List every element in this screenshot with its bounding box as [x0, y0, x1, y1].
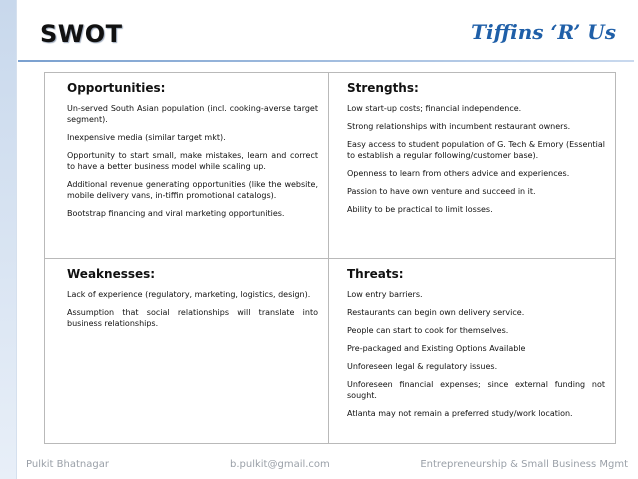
weaknesses-heading: Weaknesses: — [67, 267, 156, 281]
strengths-quadrant — [329, 73, 615, 259]
list-item: Atlanta may not remain a preferred study/work location. — [347, 409, 573, 418]
left-decorative-bar — [0, 0, 17, 479]
list-item: Passion to have own venture and succeed in it. — [347, 187, 536, 196]
list-item: Low entry barriers. — [347, 290, 423, 299]
list-item: Easy access to student population of G. Tech & Emory (Essential to establish a regular following/customer base). — [347, 140, 605, 160]
list-item: Un-served South Asian population (incl. cooking-averse target segment). — [67, 104, 318, 124]
list-item: Unforeseen legal & regulatory issues. — [347, 362, 498, 371]
list-item: Inexpensive media (similar target mkt). — [67, 133, 226, 142]
list-item: Low start-up costs; financial independence. — [347, 104, 522, 113]
opportunities-quadrant — [45, 73, 329, 259]
footer-author: Pulkit Bhatnagar — [26, 459, 109, 470]
list-item: Lack of experience (regulatory, marketing, logistics, design). — [67, 290, 311, 299]
list-item: Unforeseen financial expenses; since external funding not sought. — [347, 380, 605, 400]
threats-heading: Threats: — [347, 267, 404, 281]
footer-email: b.pulkit@gmail.com — [230, 459, 330, 470]
strengths-list — [347, 103, 615, 215]
list-item: Pre-packaged and Existing Options Available — [347, 344, 526, 353]
opportunities-heading: Opportunities: — [67, 81, 166, 95]
list-item: Opportunity to start small, make mistakes, learn and correct to have a better business model while scaling up. — [67, 151, 318, 171]
swot-grid — [44, 72, 616, 444]
list-item: Restaurants can begin own delivery service. — [347, 308, 525, 317]
list-item: Additional revenue generating opportunities (like the website, mobile delivery vans, in-tiffin promotional catalogs). — [67, 180, 318, 200]
list-item: Strong relationships with incumbent restaurant owners. — [347, 122, 571, 131]
strengths-heading: Strengths: — [347, 81, 419, 95]
brand-name: Tiffins ‘R’ Us — [471, 20, 616, 44]
slide-title: SWOT — [40, 20, 123, 48]
list-item: Assumption that social relationships will translate into business relationships. — [67, 308, 318, 328]
list-item: Openness to learn from others advice and experiences. — [347, 169, 570, 178]
threats-list — [347, 289, 615, 419]
footer-course: Entrepreneurship & Small Business Mgmt — [420, 459, 628, 470]
weaknesses-list — [67, 289, 328, 329]
list-item: Ability to be practical to limit losses. — [347, 205, 493, 214]
list-item: People can start to cook for themselves. — [347, 326, 509, 335]
opportunities-list — [67, 103, 328, 219]
title-divider — [18, 60, 634, 62]
threats-quadrant — [329, 259, 615, 443]
weaknesses-quadrant — [45, 259, 329, 443]
list-item: Bootstrap financing and viral marketing opportunities. — [67, 209, 285, 218]
